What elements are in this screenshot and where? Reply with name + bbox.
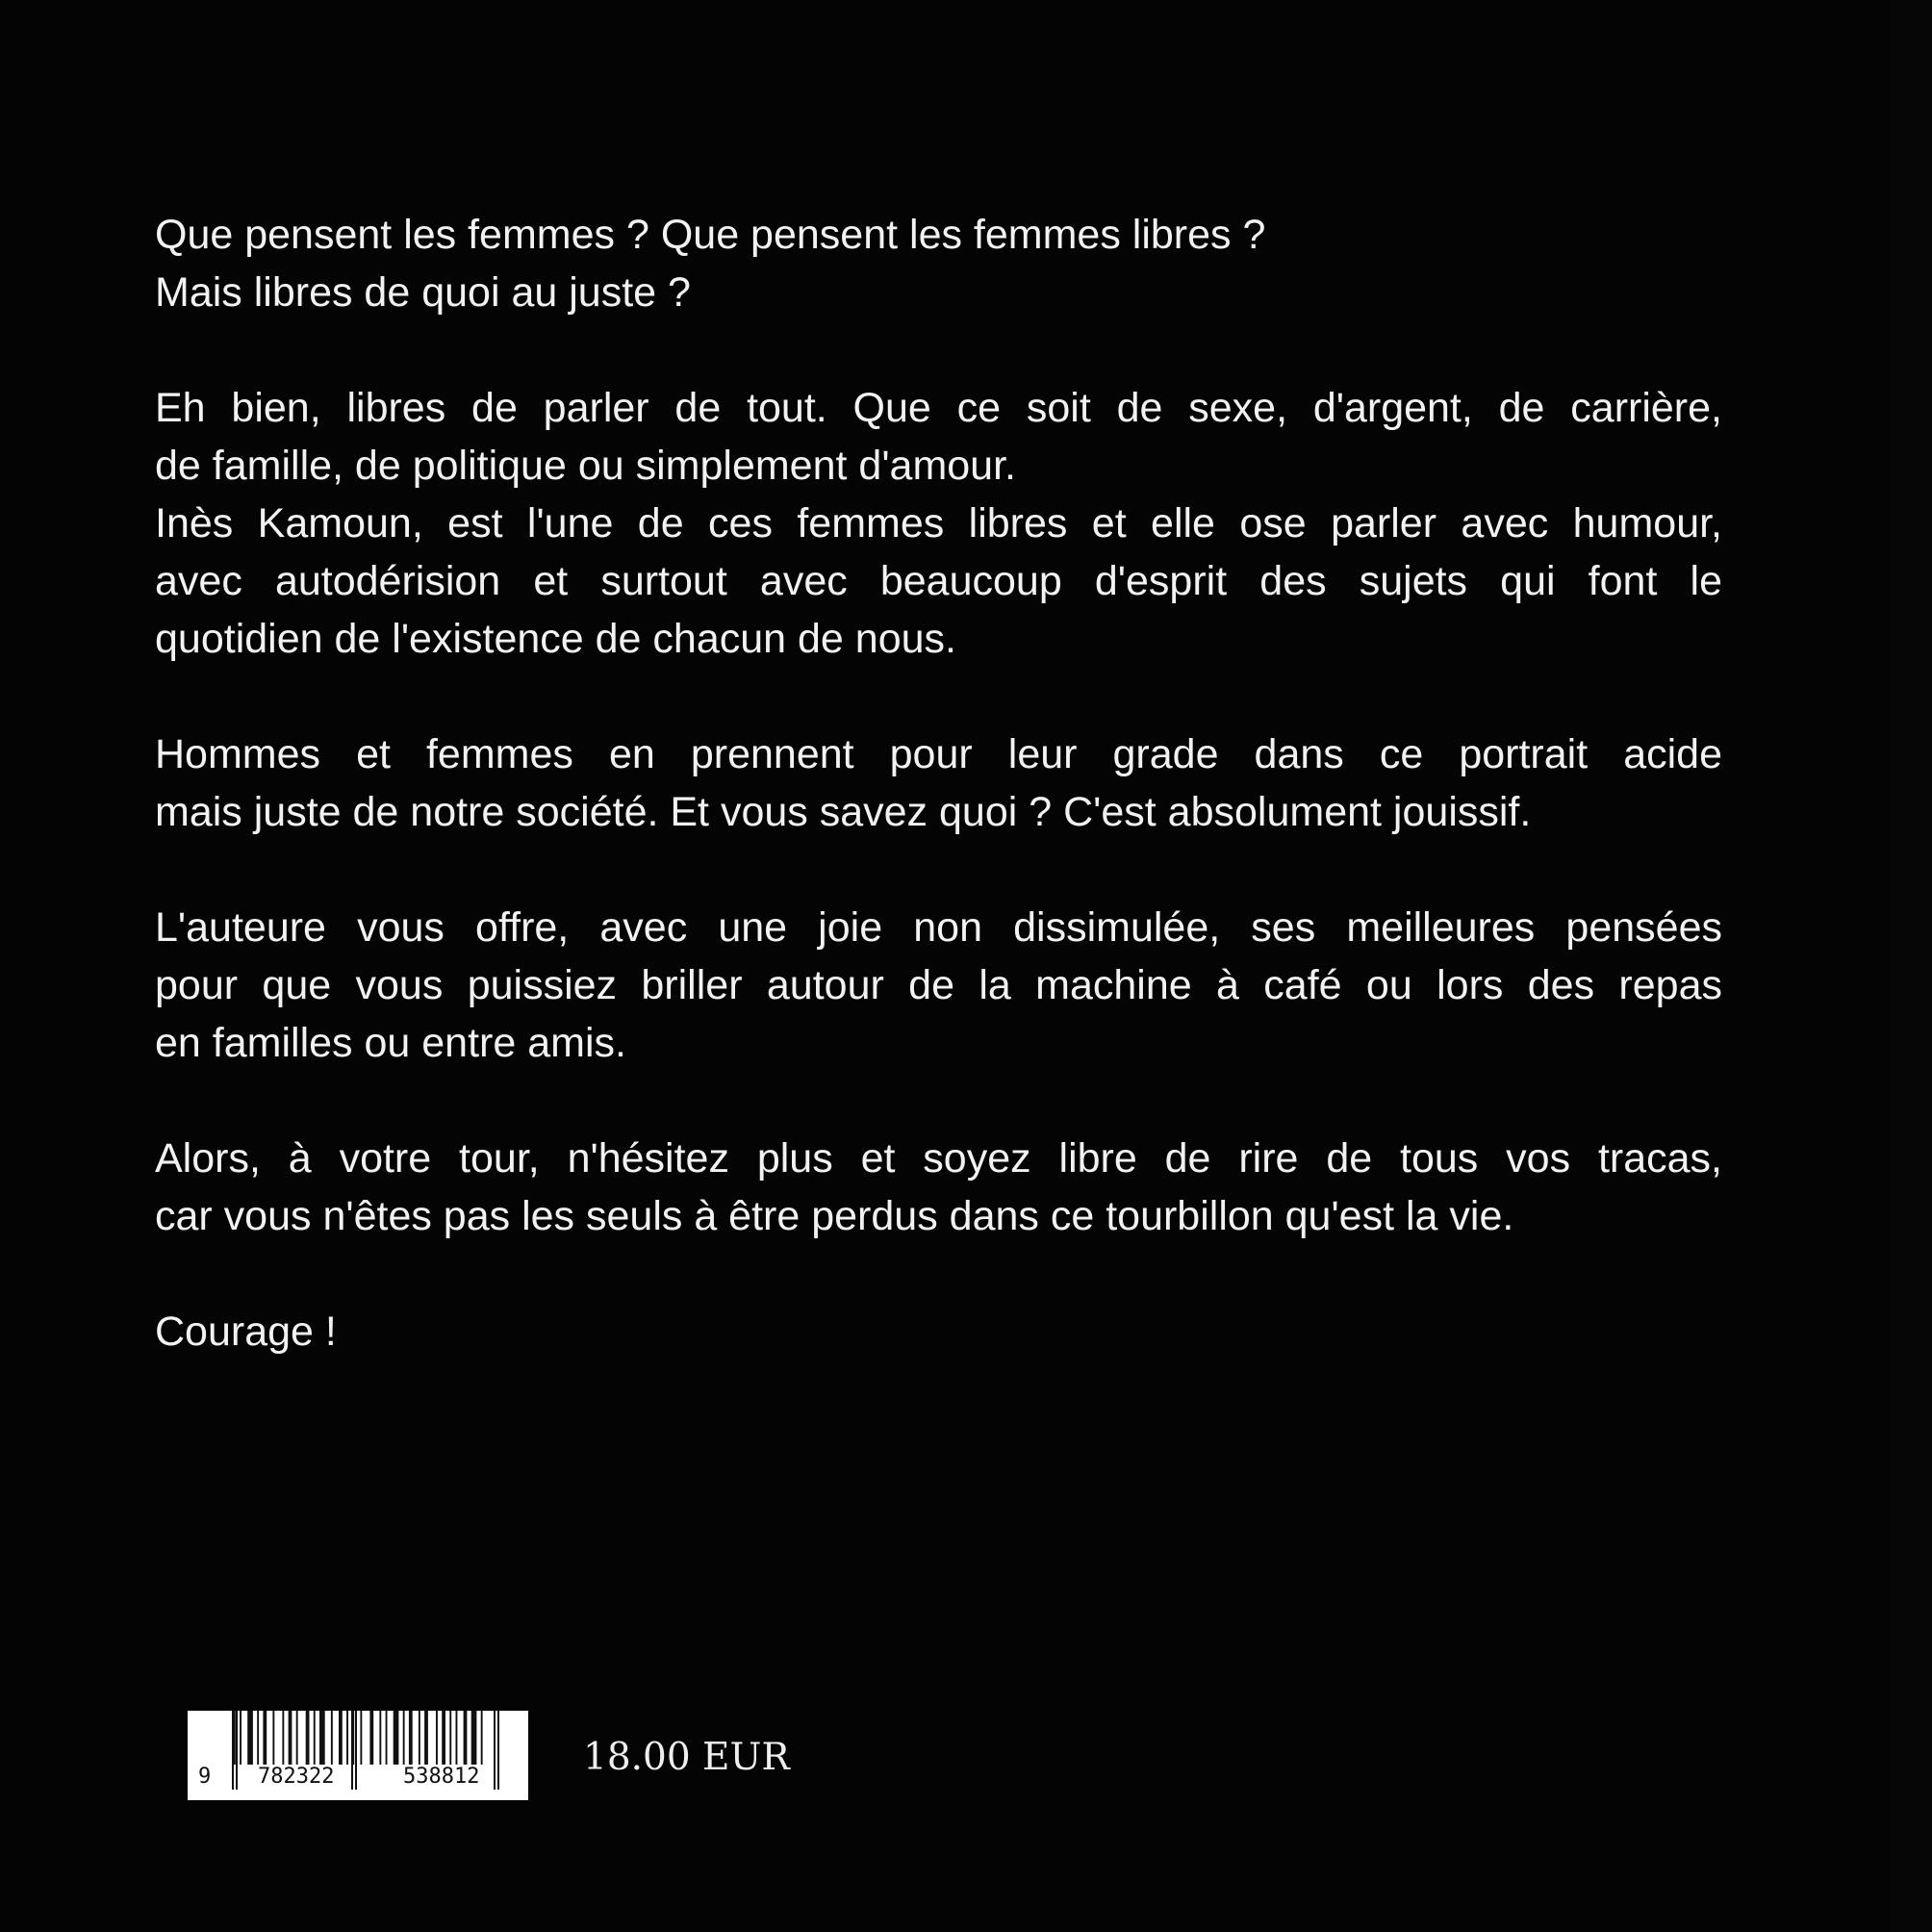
- barcode-guard-bar: [494, 1711, 496, 1790]
- blurb-line: car vous n'êtes pas les seuls à être perdus dans ce tourbillon qu'est la vie.: [155, 1193, 1514, 1239]
- blurb-line: en familles ou entre amis.: [155, 1020, 626, 1066]
- paragraph-3: [155, 725, 1722, 841]
- barcode-right-group: 538812: [403, 1765, 480, 1789]
- barcode-guard-bar: [351, 1711, 353, 1790]
- barcode-bar: [386, 1711, 388, 1765]
- barcode-bar: [379, 1711, 381, 1765]
- price-label: 18.00 EUR: [583, 1736, 790, 1779]
- barcode-bar: [263, 1711, 267, 1765]
- closing-line: Courage !: [155, 1309, 337, 1355]
- blurb-line: Eh bien, libres de parler de tout. Que ce soit de sexe, d'argent, de carrière,: [155, 385, 1722, 431]
- barcode-bar: [331, 1711, 333, 1765]
- barcode-guard-bar: [497, 1711, 499, 1790]
- barcode-bar: [409, 1711, 413, 1765]
- paragraph-4: [155, 899, 1722, 1072]
- barcode-bar: [403, 1711, 405, 1765]
- blurb-line: Alors, à votre tour, n'hésitez plus et soyez libre de rire de tous vos tracas,: [155, 1135, 1722, 1182]
- paragraph-6: [155, 1303, 1722, 1360]
- barcode-bar: [464, 1711, 468, 1765]
- blurb-text: [155, 206, 1722, 1418]
- cover-right-edge: [1890, 0, 1932, 1932]
- barcode-bar: [346, 1711, 348, 1765]
- barcode-bar: [424, 1711, 428, 1765]
- barcode-bar: [449, 1711, 451, 1765]
- barcode-bar: [369, 1711, 373, 1765]
- barcode-bar: [306, 1711, 310, 1765]
- barcode-left-group: 782322: [258, 1765, 335, 1789]
- blurb-line: de famille, de politique ou simplement d'amour.: [155, 443, 1016, 489]
- blurb-line: Hommes et femmes en prennent pour leur grade dans ce portrait acide: [155, 731, 1722, 777]
- barcode-bar: [257, 1711, 259, 1765]
- barcode-bar: [319, 1711, 325, 1765]
- barcode-bar: [360, 1711, 362, 1765]
- barcode-guard-bar: [232, 1711, 234, 1790]
- paragraph-5: [155, 1130, 1722, 1245]
- barcode-bar: [481, 1711, 483, 1765]
- barcode-first-digit: 9: [198, 1765, 212, 1789]
- blurb-line: pour que vous puissiez briller autour de la machine à café ou lors des repas: [155, 962, 1722, 1008]
- blurb-line: Inès Kamoun, est l'une de ces femmes libres et elle ose parler avec humour,: [155, 500, 1722, 547]
- barcode-bar: [339, 1711, 343, 1765]
- barcode-bar: [394, 1711, 399, 1765]
- blurb-line: mais juste de notre société. Et vous savez quoi ? C'est absolument jouissif.: [155, 789, 1532, 835]
- barcode-bar: [442, 1711, 445, 1765]
- blurb-line: quotidien de l'existence de chacun de nous.: [155, 616, 956, 662]
- barcode-bar: [296, 1711, 298, 1765]
- barcode-bar: [282, 1711, 284, 1765]
- barcode-bar: [289, 1711, 292, 1765]
- paragraph-2: [155, 379, 1722, 668]
- barcode-bar: [456, 1711, 458, 1765]
- paragraph-1: [155, 206, 1722, 321]
- barcode-guard-bar: [355, 1711, 357, 1790]
- barcode-bar: [471, 1711, 477, 1765]
- barcode-bar: [247, 1711, 253, 1765]
- blurb-line: Que pensent les femmes ? Que pensent les femmes libres ?: [155, 212, 1266, 258]
- blurb-line: Mais libres de quoi au juste ?: [155, 269, 691, 316]
- barcode-bar: [436, 1711, 438, 1765]
- blurb-line: L'auteure vous offre, avec une joie non dissimulée, ses meilleures pensées: [155, 904, 1722, 951]
- barcode-bar: [419, 1711, 420, 1765]
- isbn-barcode: [188, 1711, 528, 1800]
- barcode-bar: [240, 1711, 242, 1765]
- barcode-bar: [314, 1711, 316, 1765]
- barcode-guard-bar: [236, 1711, 238, 1790]
- barcode-bar: [272, 1711, 274, 1765]
- blurb-line: avec autodérision et surtout avec beaucoup d'esprit des sujets qui font le: [155, 558, 1722, 604]
